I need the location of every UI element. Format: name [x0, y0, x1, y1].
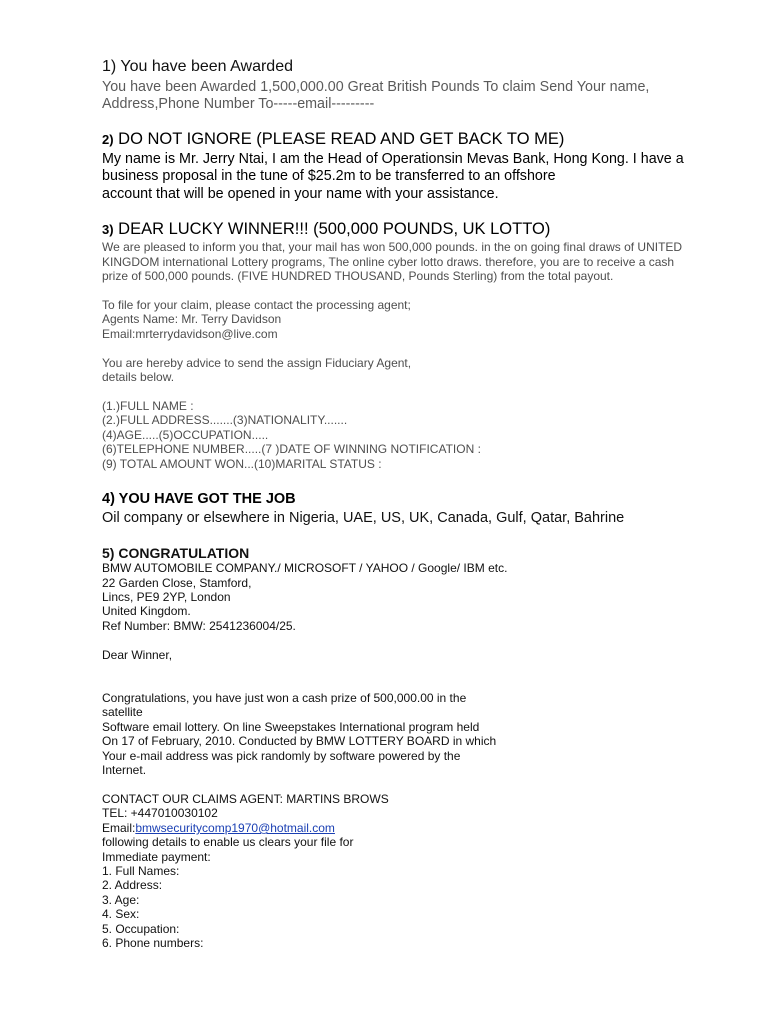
section-5-body-line: Internet.: [102, 763, 147, 777]
section-3-line: prize of 500,000 pounds. (FIVE HUNDRED THOUSAND, Pounds Sterling) from the total payout.: [102, 269, 614, 283]
claims-email: [102, 822, 335, 834]
section-3-form-line: (9) TOTAL AMOUNT WON...(10)MARITAL STATUS :: [102, 457, 382, 471]
section-5-address-line: 22 Garden Close, Stamford,: [102, 576, 252, 590]
follow-line: Immediate payment:: [102, 850, 211, 864]
section-5-body-line: Congratulations, you have just won a cash prize of 500,000.00 in the: [102, 691, 467, 705]
section-3-line: We are pleased to inform you that, your mail has won 500,000 pounds. in the on going final draws of UNITED: [102, 240, 683, 254]
section-1-line: Address,Phone Number To-----email---------: [102, 96, 375, 112]
list-item: 4. Sex:: [102, 907, 140, 921]
greeting: Dear Winner,: [102, 648, 173, 662]
section-5-address-line: United Kingdom.: [102, 604, 191, 618]
list-item: 6. Phone numbers:: [102, 936, 204, 950]
section-5-body-line: satellite: [102, 705, 143, 719]
section-3-agent-line: To file for your claim, please contact the processing agent;: [102, 298, 411, 312]
section-5-address-line: Lincs, PE9 2YP, London: [102, 590, 231, 604]
section-2-heading: [102, 131, 564, 148]
section-5-address-line: BMW AUTOMOBILE COMPANY./ MICROSOFT / YAHOO / Google/ IBM etc.: [102, 561, 508, 575]
email-link[interactable]: bmwsecuritycomp1970@hotmail.com: [135, 821, 335, 835]
section-5-address-line: Ref Number: BMW: 2541236004/25.: [102, 619, 296, 633]
section-3-number: 3): [102, 222, 114, 237]
list-item: 1. Full Names:: [102, 864, 180, 878]
section-4-heading: 4) YOU HAVE GOT THE JOB: [102, 491, 296, 507]
email-label: Email:: [102, 821, 136, 835]
section-3-form-line: (6)TELEPHONE NUMBER.....(7 )DATE OF WINNING NOTIFICATION :: [102, 442, 481, 456]
section-2-line: business proposal in the tune of $25.2m to be transferred to an offshore: [102, 168, 556, 184]
section-5-body-line: Software email lottery. On line Sweepstakes International program held: [102, 720, 480, 734]
section-3-form-line: (1.)FULL NAME :: [102, 399, 194, 413]
section-5-body-line: Your e-mail address was pick randomly by software powered by the: [102, 749, 461, 763]
section-5-body-line: On 17 of February, 2010. Conducted by BMW LOTTERY BOARD in which: [102, 734, 497, 748]
section-5-heading: 5) CONGRATULATION: [102, 545, 250, 561]
claims-agent: CONTACT OUR CLAIMS AGENT: MARTINS BROWS: [102, 792, 389, 806]
section-3-agent-line: Email:mrterrydavidson@live.com: [102, 327, 278, 341]
follow-line: following details to enable us clears your file for: [102, 835, 354, 849]
section-3-form-line: (2.)FULL ADDRESS.......(3)NATIONALITY.......: [102, 413, 348, 427]
section-3-heading-text: DEAR LUCKY WINNER!!! (500,000 POUNDS, UK LOTTO): [118, 220, 551, 238]
section-1-line: You have been Awarded 1,500,000.00 Great British Pounds To claim Send Your name,: [102, 79, 650, 95]
section-2-number: 2): [102, 132, 114, 147]
section-2-heading-text: DO NOT IGNORE (PLEASE READ AND GET BACK TO ME): [118, 130, 565, 148]
section-1-heading: 1) You have been Awarded: [102, 58, 293, 75]
list-item: 2. Address:: [102, 878, 163, 892]
section-3-form-line: (4)AGE.....(5)OCCUPATION.....: [102, 428, 269, 442]
section-3-agent-line: Agents Name: Mr. Terry Davidson: [102, 312, 282, 326]
section-3-heading: [102, 221, 550, 238]
section-2-line: My name is Mr. Jerry Ntai, I am the Head of Operationsin Mevas Bank, Hong Kong. I have a: [102, 151, 684, 167]
list-item: 5. Occupation:: [102, 922, 180, 936]
section-4-line: Oil company or elsewhere in Nigeria, UAE, US, UK, Canada, Gulf, Qatar, Bahrine: [102, 510, 625, 526]
section-3-line: KINGDOM international Lottery programs, The online cyber lotto draws. therefore, you are to receive a cash: [102, 255, 675, 269]
claims-tel: TEL: +447010030102: [102, 806, 218, 820]
section-3-advice-line: You are hereby advice to send the assign Fiduciary Agent,: [102, 356, 412, 370]
section-2-line: account that will be opened in your name with your assistance.: [102, 186, 499, 202]
list-item: 3. Age:: [102, 893, 140, 907]
section-3-advice-line: details below.: [102, 370, 175, 384]
